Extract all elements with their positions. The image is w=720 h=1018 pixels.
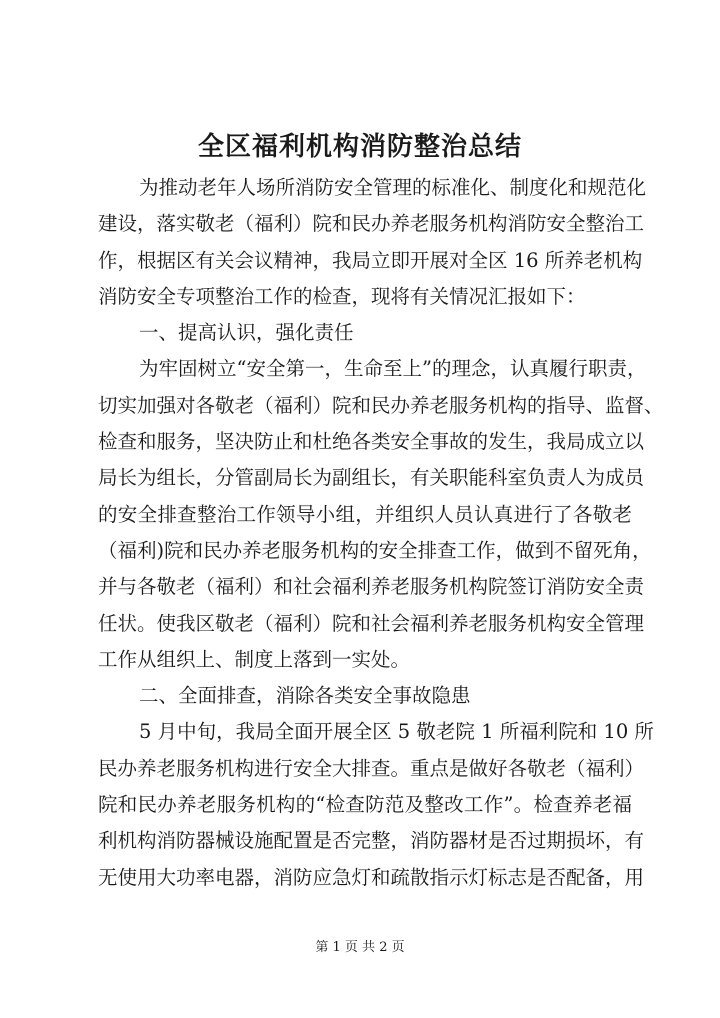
paragraph-line: （福利)院和民办养老服务机构的安全排查工作，做到不留死角， bbox=[98, 538, 652, 562]
paragraph-line: 无使用大功率电器，消防应急灯和疏散指示灯标志是否配备，用 bbox=[98, 865, 645, 889]
document-body bbox=[98, 170, 664, 896]
page-footer: 第 1 页 共 2 页 bbox=[315, 940, 405, 955]
paragraph-line: 利机构消防器械设施配置是否完整，消防器材是否过期损坏，有 bbox=[98, 829, 645, 853]
paragraph-line: 民办养老服务机构进行安全大排查。重点是做好各敬老（福利） bbox=[98, 756, 645, 780]
paragraph-line: 为推动老年人场所消防安全管理的标准化、制度化和规范化 bbox=[139, 176, 647, 199]
paragraph-line: 消防安全专项整治工作的检查，现将有关情况汇报如下： bbox=[98, 284, 586, 308]
document-title: 全区福利机构消防整治总结 bbox=[197, 132, 522, 162]
paragraph-line: 5 月中旬，我局全面开展全区 5 敬老院 1 所福利院和 10 所 bbox=[139, 720, 654, 744]
paragraph-line: 为牢固树立“安全第一，生命至上”的理念，认真履行职责， bbox=[139, 357, 647, 381]
paragraph-line: 切实加强对各敬老（福利）院和民办养老服务机构的指导、监督、 bbox=[98, 393, 664, 417]
paragraph-line: 检查和服务，坚决防止和杜绝各类安全事故的发生，我局成立以 bbox=[98, 430, 645, 454]
paragraph-line: 局长为组长，分管副局长为副组长，有关职能科室负责人为成员 bbox=[98, 466, 645, 490]
paragraph-line: 的安全排查整治工作领导小组，并组织人员认真进行了各敬老 bbox=[98, 502, 632, 526]
paragraph-line: 作，根据区有关会议精神，我局立即开展对全区 16 所养老机构 bbox=[98, 248, 643, 272]
paragraph-line: 并与各敬老（福利）和社会福利养老服务机构院签订消防安全责 bbox=[98, 575, 645, 599]
paragraph-line: 工作从组织上、制度上落到一实处。 bbox=[98, 647, 411, 671]
section-heading: 二、全面排查，消除各类安全事故隐患 bbox=[139, 684, 471, 708]
paragraph-line: 任状。使我区敬老（福利）院和社会福利养老服务机构安全管理 bbox=[98, 611, 645, 635]
section-heading: 一、提高认识，强化责任 bbox=[139, 321, 354, 345]
paragraph-line: 院和民办养老服务机构的“检查防范及整改工作”。检查养老福 bbox=[98, 793, 632, 817]
paragraph-line: 建设，落实敬老（福利）院和民办养老服务机构消防安全整治工 bbox=[98, 212, 645, 236]
